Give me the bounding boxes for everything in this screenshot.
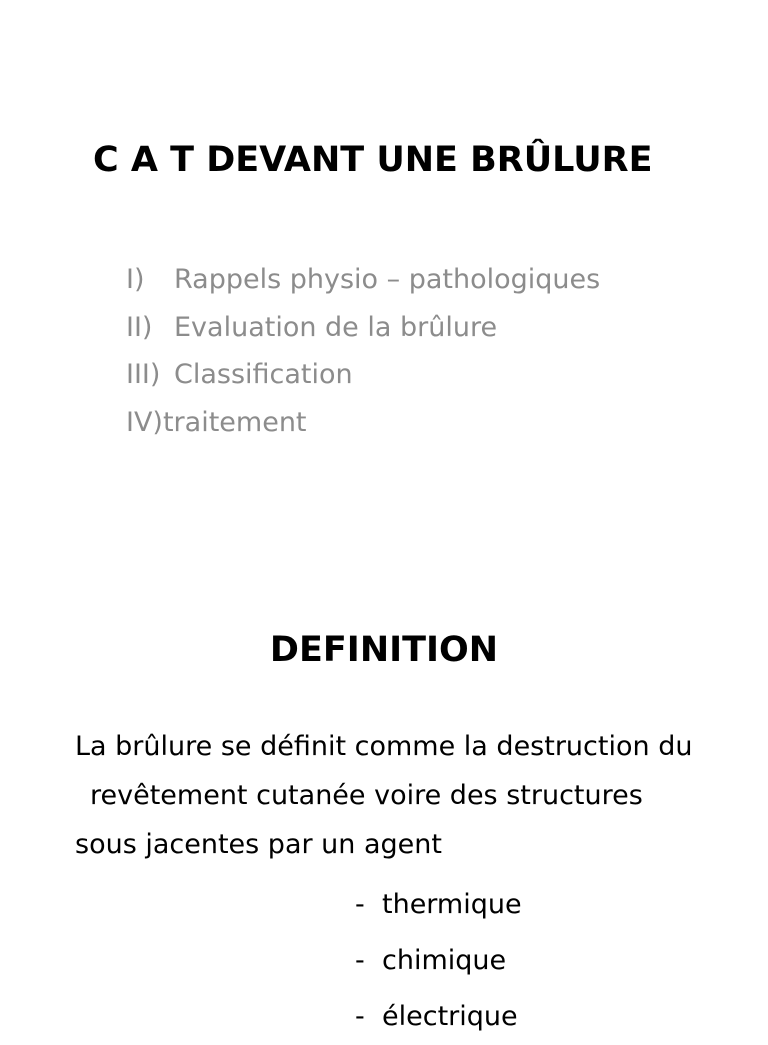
dash-bullet: - [355, 945, 365, 976]
agent-label: électrique [382, 1001, 518, 1032]
agent-item [355, 877, 522, 933]
outline-list [126, 256, 600, 446]
outline-item [126, 351, 600, 399]
agent-item [355, 989, 522, 1045]
outline-item [126, 399, 600, 447]
slide-title: C A T DEVANT UNE BRÛLURE [93, 140, 653, 180]
agent-label: thermique [382, 889, 522, 920]
outline-label: traitement [162, 406, 307, 438]
outline-number: I) [126, 264, 145, 295]
outline-number: II) [126, 311, 153, 343]
outline-item [126, 256, 600, 304]
agent-item [355, 933, 522, 989]
agent-label: chimique [382, 945, 507, 976]
outline-number: III) [126, 359, 161, 390]
outline-label: Rappels physio – pathologiques [174, 264, 601, 295]
outline-label: Classification [174, 359, 353, 390]
definition-line: sous jacentes par un agent [75, 829, 442, 860]
definition-line: La brûlure se définit comme la destruction du [75, 731, 693, 762]
definition-line: revêtement cutanée voire des structures [90, 780, 643, 811]
dash-bullet: - [355, 889, 365, 920]
agent-list [355, 877, 522, 1045]
outline-item [126, 304, 600, 352]
definition-text [75, 722, 692, 869]
section-title: DEFINITION [269, 630, 499, 670]
outline-number: IV) [126, 406, 163, 438]
dash-bullet: - [355, 1001, 365, 1032]
outline-label: Evaluation de la brûlure [174, 311, 498, 343]
